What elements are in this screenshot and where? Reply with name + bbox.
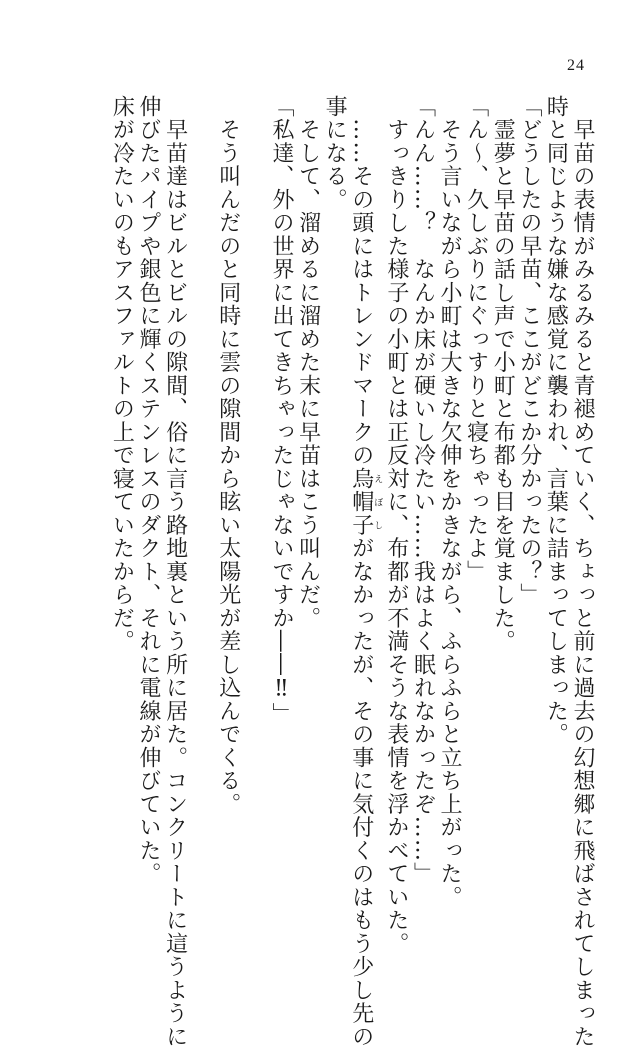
ruby-reading: えぼし: [372, 467, 383, 537]
text-line-11: そして、溜めるに溜めた末に早苗はこう叫んだ。: [295, 95, 321, 630]
text-line-9: [347, 95, 383, 1048]
page-number: 24: [567, 57, 585, 74]
text-line-2: 時と同じような嫌な感覚に襲われ、言葉に詰まってしまった。: [543, 95, 569, 746]
text-line-1: 早苗の表情がみるみると青褪めていく、ちょっと前に過去の幻想郷に飛ばされてしまった: [570, 95, 595, 1048]
text-line-15: 伸びたパイプや銀色に輝くステンレスのダクト、それに電線が伸びていた。: [136, 95, 161, 886]
ruby-word: [348, 467, 383, 537]
ruby-base: 烏帽子: [348, 467, 374, 537]
text-line-14: 早苗達はビルとビルの隙間、俗に言う路地裏という所に居た。コンクリートに這うように: [162, 95, 188, 1048]
text-line-6: そう言いながら小町は大きな欠伸をかきながら、ふらふらと立ち上がった。: [437, 95, 463, 909]
text-line-3: 「どうしたの早苗、ここがどこか分かったの？」: [516, 95, 542, 607]
text-line-9-start: ……その頭にはトレンドマークの: [348, 95, 374, 467]
text-line-9-end: がなかったが、その事に気付くのはもう少し先の: [348, 536, 374, 1048]
text-line-7: 「んん……？ なんか床が硬いし冷たい……我はよく眠れなかったぞ……」: [410, 95, 436, 886]
text-line-13: そう叫んだのと同時に雲の隙間から眩い太陽光が差し込んでくる。: [215, 95, 241, 816]
text-line-8: すっきりした様子の小町とは正反対に、布都が不満そうな表情を浮かべていた。: [383, 95, 409, 956]
body-text: [35, 95, 595, 1048]
text-line-10: 事になる。: [322, 95, 348, 212]
text-line-5: 「ん〜、久しぶりにぐっすりと寝ちゃったよ」: [463, 95, 489, 584]
text-line-16: 床が冷たいのもアスファルトの上で寝ていたからだ。: [109, 95, 135, 653]
text-line-4: 霊夢と早苗の話し声で小町と布都も目を覚ました。: [490, 95, 516, 653]
text-line-12: 「私達、外の世界に出てきちゃったじゃないですか――‼」: [268, 95, 294, 726]
